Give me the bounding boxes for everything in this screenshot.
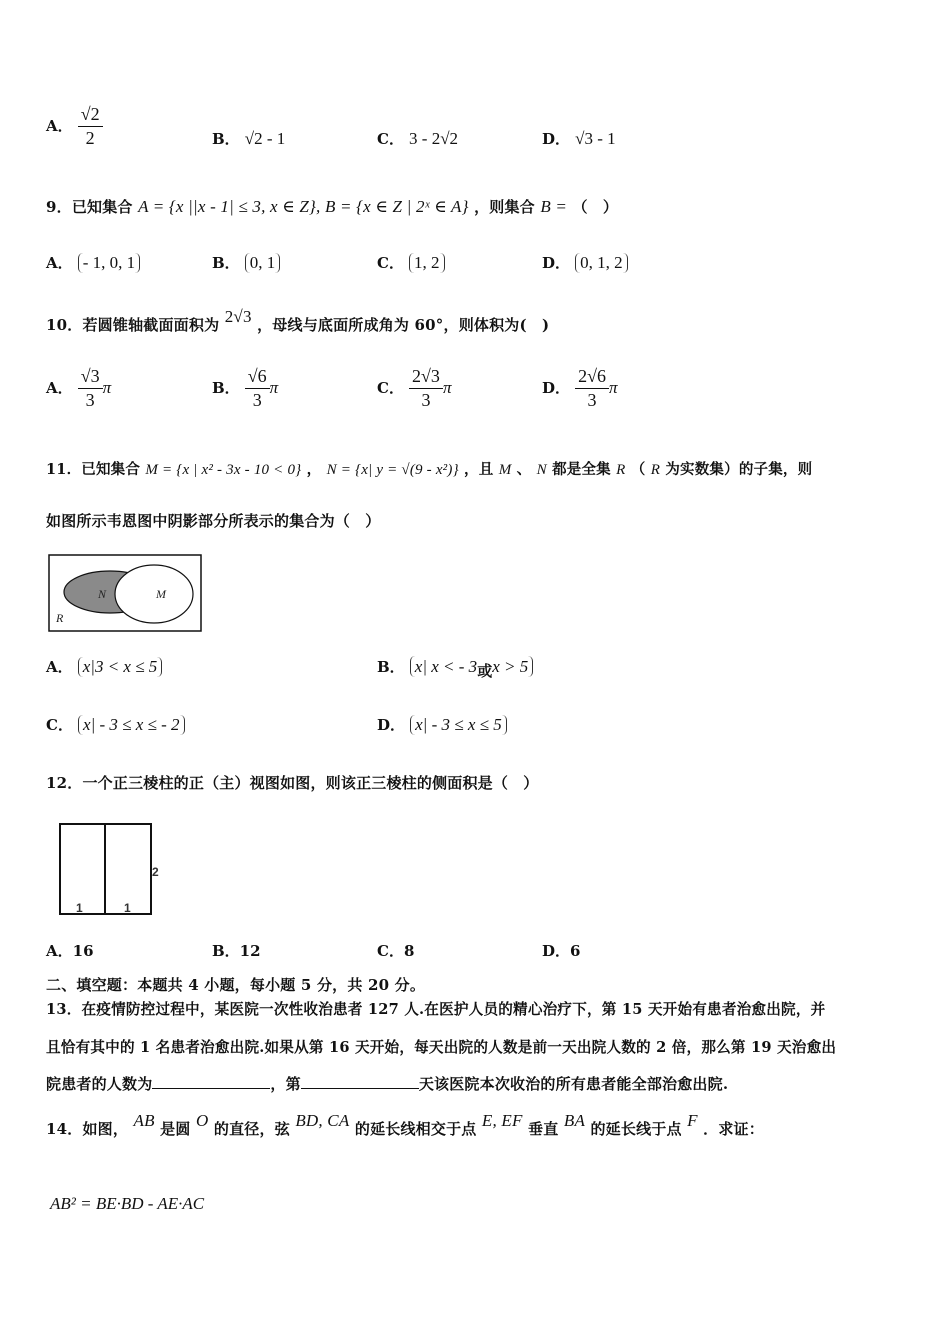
venn-label-r: R bbox=[56, 611, 64, 625]
q8-option-d: D． √3 - 1 bbox=[542, 129, 616, 148]
math-expr: 3 - 2√2 bbox=[409, 129, 459, 148]
q11-option-c: C． x| - 3 ≤ x ≤ - 2 bbox=[46, 714, 185, 735]
q8-option-c: C． 3 - 2√2 bbox=[377, 129, 459, 148]
q13-line3: 院患者的人数为 ，第 天该医院本次收治的所有患者能全部治愈出院. bbox=[46, 1075, 729, 1093]
venn-label-m: M bbox=[156, 587, 166, 601]
q8-option-a bbox=[46, 104, 103, 149]
set-expr: x| x < - 3或x > 5 bbox=[410, 656, 533, 677]
prism-front-view bbox=[46, 818, 170, 920]
math-expr: N = {x| y = √(9 - x²)} bbox=[326, 462, 459, 478]
math-expr: A = {x ||x - 1| ≤ 3, x ∈ Z}, B = {x ∈ Z | 2ˣ ∈ A} bbox=[138, 197, 469, 216]
set-expr: x| - 3 ≤ x ≤ - 2 bbox=[78, 715, 185, 735]
venn-set-m bbox=[115, 565, 193, 623]
q11-stem-line2: 如图所示韦恩图中阴影部分所表示的集合为（ ） bbox=[46, 512, 381, 530]
prism-right-width-label: 1 bbox=[124, 901, 131, 915]
fraction: $\frac{√6}{3}$ bbox=[245, 366, 270, 411]
math-expr: √2 - 1 bbox=[244, 129, 286, 148]
q11-option-a: A． x|3 < x ≤ 5 bbox=[46, 656, 162, 677]
q12-stem: 12．一个正三棱柱的正（主）视图如图，则该正三棱柱的侧面积是（ ） bbox=[46, 774, 539, 792]
q8-option-b: B． √2 - 1 bbox=[212, 129, 286, 148]
option-label: A． bbox=[46, 117, 73, 135]
set-expr: 0, 1, 2 bbox=[575, 253, 628, 273]
q11-option-d: D． x| - 3 ≤ x ≤ 5 bbox=[377, 714, 507, 735]
set-expr: 1, 2 bbox=[409, 253, 445, 273]
set-expr: 0, 1 bbox=[245, 253, 281, 273]
q10-option-c: C． $\frac{2√3}{3}$ π bbox=[377, 366, 452, 410]
pi-symbol: π bbox=[442, 378, 452, 397]
q12-option-a: A．16 bbox=[46, 942, 94, 960]
pi-symbol: π bbox=[102, 378, 112, 397]
set-expr: x| - 3 ≤ x ≤ 5 bbox=[410, 715, 507, 735]
q11-option-b: B． x| x < - 3或x > 5 bbox=[377, 656, 533, 677]
q12-option-b: B．12 bbox=[212, 942, 261, 960]
math-expr: M = {x | x² - 3x - 10 < 0} bbox=[145, 462, 302, 478]
q14-proof-statement: AB² = BE·BD - AE·AC bbox=[50, 1194, 205, 1213]
math-expr: 2√3 bbox=[224, 307, 252, 326]
q10-stem: 10．若圆锥轴截面面积为 2√3 ，母线与底面所成角为 60°，则体积为( ) bbox=[46, 307, 550, 334]
q10-option-b: B． $\frac{√6}{3}$ π bbox=[212, 366, 279, 410]
q12-option-d: D．6 bbox=[542, 942, 581, 960]
math-expr: √3 - 1 bbox=[575, 129, 616, 148]
fraction: $\frac{√3}{3}$ bbox=[78, 366, 103, 411]
pi-symbol: π bbox=[609, 378, 618, 397]
answer-blank-1[interactable] bbox=[152, 1074, 270, 1089]
set-expr: - 1, 0, 1 bbox=[78, 253, 140, 273]
set-expr: x|3 < x ≤ 5 bbox=[78, 657, 163, 677]
q14-stem: 14．如图， AB 是圆 O 的直径，弦 BD, CA 的延长线相交于点 E, EF 垂直 BA 的延长线于点 F ．求证： bbox=[46, 1111, 764, 1138]
answer-blank-2[interactable] bbox=[301, 1074, 419, 1089]
prism-height-label: 2 bbox=[152, 865, 159, 879]
prism-left-width-label: 1 bbox=[76, 901, 83, 915]
q11-stem-line1: 11．已知集合 M = {x | x² - 3x - 10 < 0} ， N = {x| y = √(9 - x²)} ，且 M 、 N 都是全集 R （ R 为实数集）的子集，则 bbox=[46, 461, 813, 478]
fraction: $\frac{2√6}{3}$ bbox=[575, 366, 609, 411]
q12-option-c: C．8 bbox=[377, 942, 415, 960]
q9-stem: 9．已知集合 A = {x ||x - 1| ≤ 3, x ∈ Z}, B = {x ∈ Z | 2ˣ ∈ A} ，则集合 B = （ ） bbox=[46, 197, 619, 216]
q9-option-a: A． - 1, 0, 1 bbox=[46, 252, 140, 273]
section-heading: 二、填空题：本题共 4 小题，每小题 5 分，共 20 分。 bbox=[46, 976, 426, 994]
q13-line2: 且恰有其中的 1 名患者治愈出院.如果从第 16 天开始，每天出院的人数是前一天出院人数的 2 倍，那么第 19 天治愈出 bbox=[46, 1039, 837, 1056]
fraction: $\frac{2√3}{3}$ bbox=[409, 366, 443, 411]
venn-label-n: N bbox=[98, 587, 107, 601]
venn-diagram bbox=[48, 554, 204, 634]
q9-option-c: C． 1, 2 bbox=[377, 252, 445, 273]
fraction: $\frac{√2}{2}$ bbox=[78, 104, 103, 149]
q10-option-d: D． $\frac{2√6}{3}$ π bbox=[542, 366, 618, 410]
q9-option-b: B． 0, 1 bbox=[212, 252, 280, 273]
q10-option-a: A． $\frac{√3}{3}$ π bbox=[46, 366, 112, 410]
q9-option-d: D． 0, 1, 2 bbox=[542, 252, 628, 273]
q13-line1: 13．在疫情防控过程中，某医院一次性收治患者 127 人.在医护人员的精心治疗下，第 15 天开始有患者治愈出院，并 bbox=[46, 1001, 826, 1018]
pi-symbol: π bbox=[269, 378, 279, 397]
